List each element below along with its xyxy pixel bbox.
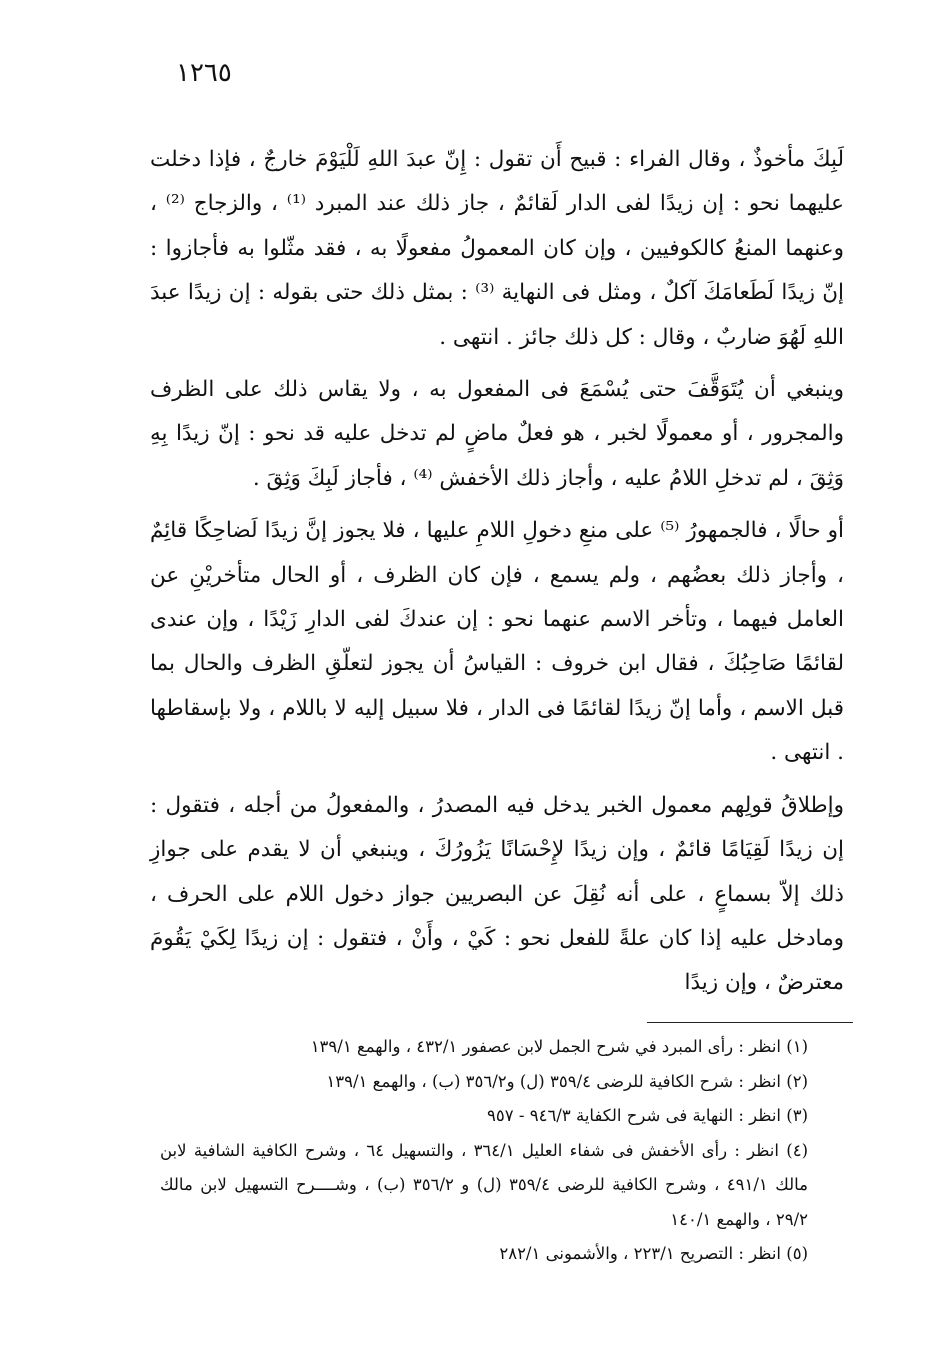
- page-number: ١٢٦٥: [176, 58, 232, 88]
- paragraph: لَبِكَ مأخوذٌ ، وقال الفراء : قبيح أَن تقول : إِنّ عبدَ اللهِ لَلْيَوْمَ خارجٌ ، فإذا دخلت عليهما نحو : إن زيدًا لفى الدار لَقائمٌ ، جاز ذلك عند المبرد ⁽¹⁾ ، والزجاج ⁽²⁾ ، وعنهما المنعُ كالكوفيين ، وإن كان المعمولُ مفعولًا به ، فقد مثّلوا به فأجازوا : إنّ زيدًا لَطَعامَكَ آكلٌ ، ومثل فى النهاية ⁽³⁾ : بمثل ذلك حتى بقوله : إن زيدًا عبدَ اللهِ لَهُوَ ضاربٌ ، وقال : كل ذلك جائز . انتهى .: [150, 147, 845, 350]
- footnote: (٢) انظر : شرح الكافية للرضى ٣٥٩/٤ (ل) و٣٥٦/٢ (ب) ، والهمع ١٣٩/١: [326, 1071, 808, 1091]
- paragraph: وينبغي أن يُتَوَقَّفَ حتى يُسْمَعَ فى المفعول به ، ولا يقاس ذلك على الظرف والمجرور ، أو معمولًا لخبر ، هو فعلٌ ماضٍ لم تدخل عليه قد نحو : إنّ زيدًا بِهِ وَثِقَ ، لم تدخلِ اللامُ عليه ، وأجاز ذلك الأخفش ⁽⁴⁾ ، فأجاز لَبِكَ وَثِقَ .: [150, 377, 844, 491]
- footnote: (١) انظر : رأى المبرد في شرح الجمل لابن عصفور ٤٣٢/١ ، والهمع ١٣٩/١: [310, 1037, 808, 1056]
- footnotes: [160, 1030, 808, 1272]
- footnote: (٣) انظر : النهاية فى شرح الكفاية ٩٤٦/٣ - ٩٥٧: [487, 1106, 808, 1125]
- footnote: (٤) انظر : رأى الأخفش فى شفاء العليل ٣٦٤/١ ، والتسهيل ٦٤ ، وشرح الكافية الشافية لابن مالك ٤٩١/١ ، وشرح الكافية للرضى ٣٥٩/٤ (ل) و ٣٥٦/٢ (ب) ، وشــــرح التسهيل لابن مالك ٢٩/٢ ، والهمع ١٤٠/١: [160, 1140, 809, 1229]
- footnote-divider: [647, 1022, 853, 1023]
- main-text: [150, 138, 844, 1006]
- footnote: (٥) انظر : التصريح ٢٢٣/١ ، والأشمونى ٢٨٢/١: [499, 1244, 808, 1263]
- paragraph: أو حالًا ، فالجمهورُ ⁽⁵⁾ على منعِ دخولِ اللامِ عليها ، فلا يجوز إنَّ زيدًا لَضاحِكًا قائِمٌ ، وأجاز ذلك بعضُهم ، ولم يسمع ، فإن كان الظرف ، أو الحال متأخريْنِ عن العامل فيهما ، وتأخر الاسم عنهما نحو : إن عندكَ لفى الدارِ زَيْدًا ، وإن عندى لقائمًا صَاحِبُكَ ، فقال ابن خروف : القياسُ أن يجوز لتعلّقِ الظرف والحال بما قبل الاسم ، وأما إنّ زيدًا لقائمًا فى الدار ، فلا سبيل إليه لا باللام ، ولا بإسقاطها . انتهى .: [150, 518, 844, 766]
- paragraph: وإطلاقُ قولِهم معمول الخبر يدخل فيه المصدرُ ، والمفعولُ من أجله ، فتقول : إن زيدًا لَقِيَامًا قائمٌ ، وإن زيدًا لإِحْسَانًا يَزُورُكَ ، وينبغي أن لا يقدم على جوازِ ذلك إلاّ بسماعٍ ، على أنه نُقِلَ عن البصريين جواز دخول اللام على الحرف ، ومادخل عليه إذا كان علةً للفعل نحو : كَيْ ، وأَنْ ، فتقول : إن زيدًا لِكَيْ يَقُومَ معترضٌ ، وإن زيدًا: [150, 792, 844, 996]
